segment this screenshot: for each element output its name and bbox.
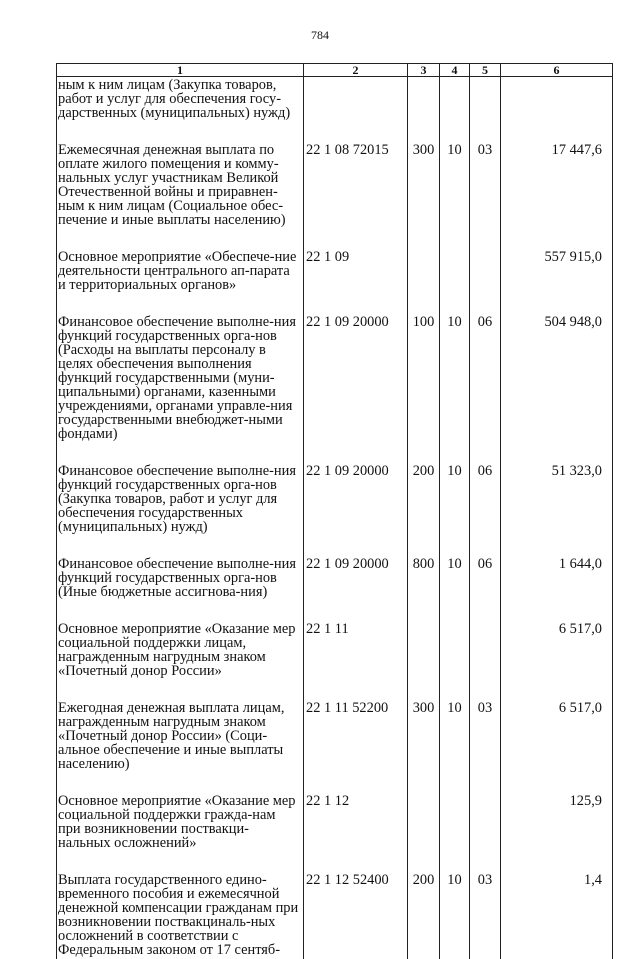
table-row — [57, 441, 613, 534]
table-row — [57, 292, 613, 441]
row-col3-cell: 300 — [408, 678, 440, 771]
row-amount-cell — [501, 77, 613, 121]
row-col3-cell: 100 — [408, 292, 440, 441]
row-amount-cell: 504 948,0 — [501, 292, 613, 441]
row-col4-cell — [440, 771, 470, 850]
row-col3-cell — [408, 77, 440, 121]
row-amount-cell: 1 644,0 — [501, 534, 613, 599]
row-col3-cell: 800 — [408, 534, 440, 599]
row-code-cell: 22 1 12 — [304, 771, 408, 850]
column-header-5: 5 — [470, 64, 501, 77]
row-name-cell: Финансовое обеспечение выполне-ния функций государственных орга-нов (Расходы на выплаты персоналу в целях обеспечения выполнения функций государственными (муни-ципальными) органами, казенными учреждениями, органами управле-ния государственными внебюджет-ными фондами) — [57, 292, 304, 441]
row-col4-cell: 10 — [440, 534, 470, 599]
row-name-cell: Финансовое обеспечение выполне-ния функций государственных орга-нов (Закупка товаров, работ и услуг для обеспечения государственных (муниципальных) нужд) — [57, 441, 304, 534]
table-row — [57, 534, 613, 599]
header-row — [57, 64, 613, 77]
row-name-cell: Финансовое обеспечение выполне-ния функций государственных орга-нов (Иные бюджетные ассигнова-ния) — [57, 534, 304, 599]
row-col3-cell: 200 — [408, 441, 440, 534]
row-col5-cell — [470, 599, 501, 678]
row-code-cell: 22 1 09 20000 — [304, 292, 408, 441]
row-col3-cell — [408, 599, 440, 678]
row-col3-cell: 200 — [408, 850, 440, 959]
row-amount-cell: 125,9 — [501, 771, 613, 850]
row-name-cell: Ежемесячная денежная выплата по оплате жилого помещения и комму-нальных услуг участникам Великой Отечественной войны и приравнен-ным к ним лицам (Социальное обес-печение и иные выплаты населению) — [57, 120, 304, 227]
table-row — [57, 599, 613, 678]
row-col4-cell — [440, 77, 470, 121]
table-row — [57, 120, 613, 227]
row-col5-cell: 06 — [470, 441, 501, 534]
row-col4-cell: 10 — [440, 441, 470, 534]
row-code-cell: 22 1 09 20000 — [304, 441, 408, 534]
row-amount-cell: 6 517,0 — [501, 599, 613, 678]
row-amount-cell: 1,4 — [501, 850, 613, 959]
row-col4-cell: 10 — [440, 678, 470, 771]
column-header-1: 1 — [57, 64, 304, 77]
row-col5-cell: 03 — [470, 678, 501, 771]
row-col5-cell: 06 — [470, 534, 501, 599]
row-col5-cell: 03 — [470, 850, 501, 959]
page-number: 784 — [0, 28, 640, 43]
column-header-2: 2 — [304, 64, 408, 77]
row-code-cell — [304, 77, 408, 121]
table-row — [57, 771, 613, 850]
row-col5-cell: 06 — [470, 292, 501, 441]
row-amount-cell: 51 323,0 — [501, 441, 613, 534]
row-col3-cell — [408, 771, 440, 850]
row-col3-cell: 300 — [408, 120, 440, 227]
row-name-cell: Основное мероприятие «Оказание мер социальной поддержки лицам, награжденным нагрудным знаком «Почетный донор России» — [57, 599, 304, 678]
table-row — [57, 678, 613, 771]
budget-table — [56, 63, 613, 959]
row-code-cell: 22 1 12 52400 — [304, 850, 408, 959]
row-code-cell: 22 1 11 — [304, 599, 408, 678]
table-row — [57, 77, 613, 121]
row-col4-cell — [440, 599, 470, 678]
table-header — [57, 64, 613, 77]
row-col4-cell: 10 — [440, 120, 470, 227]
row-name-cell: Ежегодная денежная выплата лицам, награжденным нагрудным знаком «Почетный донор России» (Соци-альное обеспечение и иные выплаты населению) — [57, 678, 304, 771]
table-row — [57, 227, 613, 292]
row-col5-cell — [470, 227, 501, 292]
column-header-6: 6 — [501, 64, 613, 77]
row-code-cell: 22 1 08 72015 — [304, 120, 408, 227]
table-body — [57, 77, 613, 959]
row-amount-cell: 6 517,0 — [501, 678, 613, 771]
row-code-cell: 22 1 09 — [304, 227, 408, 292]
row-name-cell: Основное мероприятие «Обеспече-ние деятельности центрального ап-парата и территориальных органов» — [57, 227, 304, 292]
column-header-3: 3 — [408, 64, 440, 77]
row-col4-cell: 10 — [440, 850, 470, 959]
row-amount-cell: 557 915,0 — [501, 227, 613, 292]
row-col4-cell — [440, 227, 470, 292]
row-name-cell: Основное мероприятие «Оказание мер социальной поддержки гражда-нам при возникновении поствакци-нальных осложнений» — [57, 771, 304, 850]
row-name-cell: Выплата государственного едино-временного пособия и ежемесячной денежной компенсации гражданам при возникновении поствакциналь-ных осложнений в соответствии с Федеральным законом от 17 сентяб- — [57, 850, 304, 959]
row-code-cell: 22 1 09 20000 — [304, 534, 408, 599]
row-col5-cell — [470, 77, 501, 121]
row-col5-cell: 03 — [470, 120, 501, 227]
row-amount-cell: 17 447,6 — [501, 120, 613, 227]
row-code-cell: 22 1 11 52200 — [304, 678, 408, 771]
column-header-4: 4 — [440, 64, 470, 77]
row-col5-cell — [470, 771, 501, 850]
row-name-cell: ным к ним лицам (Закупка товаров, работ и услуг для обеспечения госу-дарственных (муниципальных) нужд) — [57, 77, 304, 121]
row-col3-cell — [408, 227, 440, 292]
row-col4-cell: 10 — [440, 292, 470, 441]
